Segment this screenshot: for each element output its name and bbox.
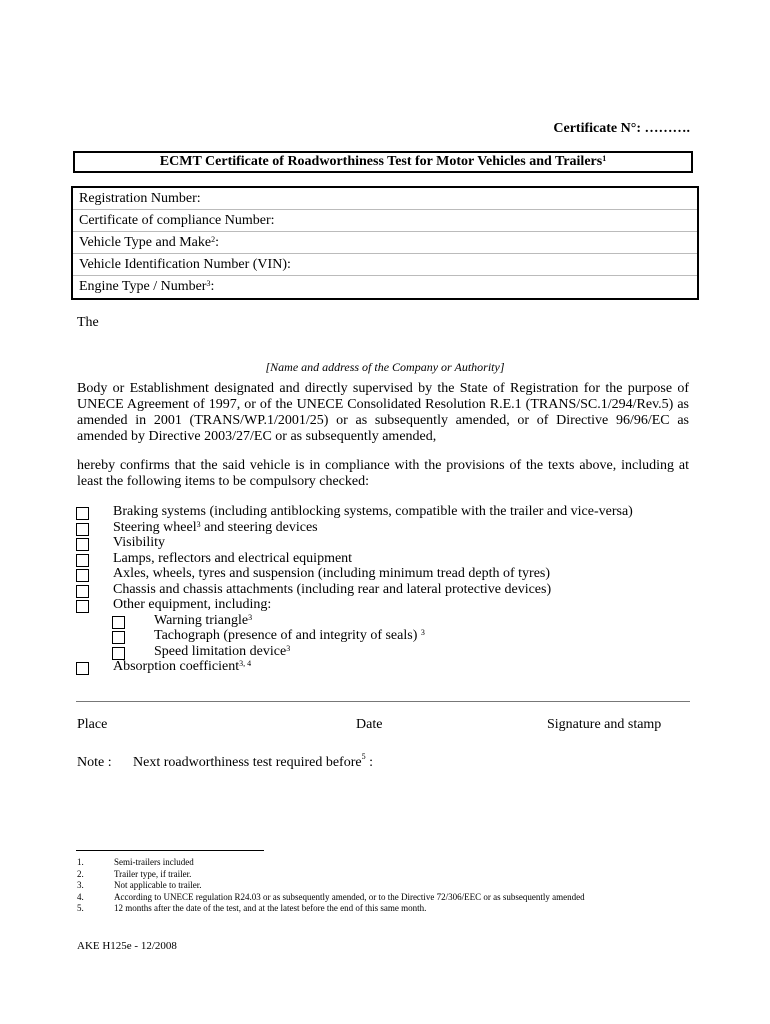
vin-field[interactable]: Vehicle Identification Number (VIN):	[73, 254, 697, 276]
checkbox-speed-limitation[interactable]	[112, 647, 125, 660]
checkbox-axles[interactable]	[76, 569, 89, 582]
confirmation-paragraph: hereby confirms that the said vehicle is in compliance with the provisions of the texts above, including at least the following items to be compulsory checked:	[77, 458, 689, 489]
compliance-number-field[interactable]: Certificate of compliance Number:	[73, 210, 697, 232]
engine-type-number-field[interactable]: Engine Type / Number$^3$:	[79, 279, 215, 294]
next-test-note: Next roadworthiness test required before$^5$ :	[133, 752, 373, 770]
designation-paragraph: Body or Establishment designated and directly supervised by the State of Registration for the purpose of UNECE Agreement of 1997, or of the UNECE Consolidated Resolution R.E.1 (TRANS/SC.1/294/Rev.5) as amended in 2001 (TRANS/WP.1/2001/25) or as subsequently amended, or of Directive 96/96/EC as amended by Directive 2003/27/EC or as subsequently amended,	[77, 381, 689, 444]
checkbox-visibility[interactable]	[76, 538, 89, 551]
date-label: Date	[356, 717, 383, 732]
the-label: The	[77, 315, 99, 330]
note-label: Note :	[77, 755, 112, 770]
registration-number-field[interactable]: Registration Number:	[73, 188, 697, 210]
checkbox-tachograph[interactable]	[112, 631, 125, 644]
checkbox-lamps[interactable]	[76, 554, 89, 567]
checkbox-other-equipment[interactable]	[76, 600, 89, 613]
checkbox-absorption[interactable]	[76, 662, 89, 675]
name-address-placeholder: [Name and address of the Company or Authority]	[265, 360, 505, 374]
title-footnote-ref: 1	[602, 154, 607, 163]
registration-table	[71, 186, 699, 300]
signature-stamp-label: Signature and stamp	[547, 717, 662, 732]
certificate-title	[73, 151, 693, 173]
document-reference: AKE H125e - 12/2008	[77, 940, 177, 952]
title-text: ECMT Certificate of Roadworthiness Test for Motor Vehicles and Trailers	[159, 154, 603, 169]
certificate-number: Certificate N°: ……….	[553, 121, 690, 136]
place-label: Place	[77, 717, 108, 732]
checkbox-chassis[interactable]	[76, 585, 89, 598]
checkbox-warning-triangle[interactable]	[112, 616, 125, 629]
checkbox-steering[interactable]	[76, 523, 89, 536]
footnote-divider	[76, 850, 264, 851]
checkbox-braking[interactable]	[76, 507, 89, 520]
divider	[76, 701, 690, 702]
vehicle-type-make-field[interactable]: Vehicle Type and Make$^2$:	[73, 232, 697, 254]
